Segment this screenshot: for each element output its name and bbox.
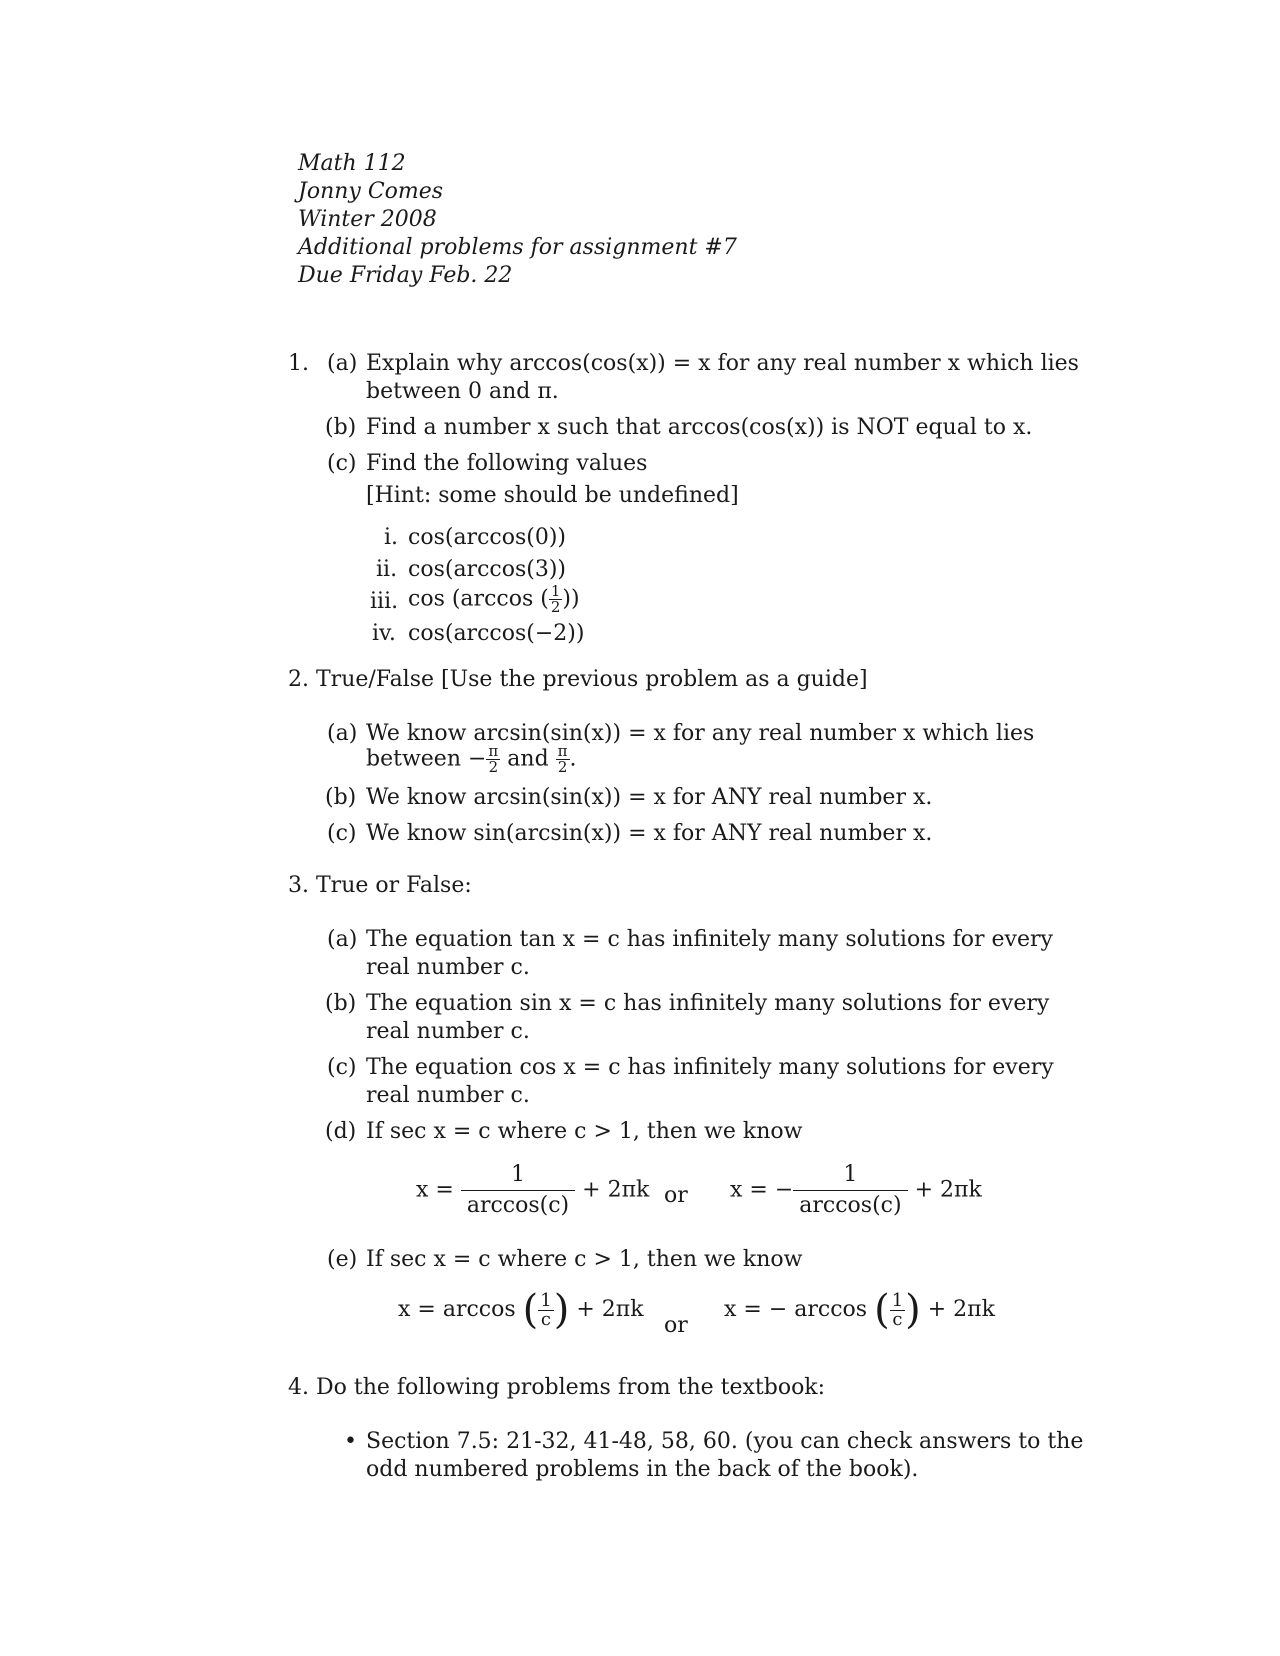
list-item-text: Section 7.5: 21-32, 41-48, 58, 60. (you can check answers to the — [366, 1429, 1084, 1454]
or-text: or — [664, 1183, 688, 1208]
equation-e-left: x = arccos ( $\frac{1}{c}$ ) + 2πk — [398, 1287, 644, 1333]
subpart-text: cos(arccos(0)) — [408, 525, 566, 550]
equation-e-right: x = − arccos ( $\frac{1}{c}$ ) + 2πk — [724, 1287, 995, 1333]
part-text: We know sin(arcsin(x)) = x for ANY real number x. — [366, 821, 933, 846]
assignment-title: Additional problems for assignment #7 — [298, 235, 737, 260]
part-label: (c) — [327, 1055, 357, 1080]
problem-intro: True or False: — [316, 873, 472, 898]
part-text: If sec x = c where c > 1, then we know — [366, 1247, 803, 1272]
instructor-name: Jonny Comes — [298, 179, 444, 204]
subpart-text: cos(arccos(−2)) — [408, 621, 585, 646]
part-text: real number c. — [366, 955, 530, 980]
subpart-label: iii. — [370, 589, 399, 614]
or-text: or — [664, 1313, 688, 1338]
part-label: (b) — [325, 415, 357, 440]
part-text: between − $\frac{\pi}{2}$ and $\frac{\pi}{2}$ . — [366, 742, 577, 776]
part-label: (e) — [327, 1247, 358, 1272]
fraction: $\frac{1}{c}$ — [540, 1289, 552, 1330]
part-label: (a) — [327, 927, 358, 952]
part-text: between 0 and π. — [366, 379, 559, 404]
subpart-label: ii. — [376, 557, 398, 582]
part-text: Explain why arccos(cos(x)) = x for any real number x which lies — [366, 351, 1079, 376]
subpart-text: cos(arccos(3)) — [408, 557, 566, 582]
part-text: Find a number x such that arccos(cos(x)) is NOT equal to x. — [366, 415, 1033, 440]
fraction: $\frac{1}{\arccos(c)}$ — [793, 1162, 907, 1219]
subpart-label: iv. — [372, 621, 396, 646]
course-name: Math 112 — [298, 151, 406, 176]
part-text: We know arcsin(sin(x)) = x for ANY real number x. — [366, 785, 933, 810]
part-label: (b) — [325, 785, 357, 810]
part-text: Find the following values — [366, 451, 648, 476]
due-date: Due Friday Feb. 22 — [298, 263, 513, 288]
part-label: (d) — [325, 1119, 357, 1144]
problem-number: 3. — [288, 873, 309, 898]
term: Winter 2008 — [298, 207, 437, 232]
problem-number: 4. — [288, 1375, 309, 1400]
fraction: $\frac{1}{\arccos(c)}$ — [461, 1162, 575, 1219]
part-text: If sec x = c where c > 1, then we know — [366, 1119, 803, 1144]
part-label: (c) — [327, 821, 357, 846]
part-label: (a) — [327, 721, 358, 746]
part-text: The equation cos x = c has infinitely many solutions for every — [366, 1055, 1054, 1080]
part-text: real number c. — [366, 1019, 530, 1044]
subpart-text: cos (arccos ( $\frac{1}{2}$ )) — [408, 582, 580, 616]
part-label: (b) — [325, 991, 357, 1016]
fraction: $\frac{1}{2}$ — [550, 582, 561, 616]
list-item-text: odd numbered problems in the back of the book). — [366, 1457, 919, 1482]
problem-number: 1. — [288, 351, 309, 376]
problem-intro: True/False [Use the previous problem as a guide] — [316, 667, 868, 692]
fraction: $\frac{\pi}{2}$ — [488, 742, 499, 776]
part-text: The equation sin x = c has infinitely many solutions for every — [366, 991, 1050, 1016]
problem-number: 2. — [288, 667, 309, 692]
part-label: (c) — [327, 451, 357, 476]
part-text: The equation tan x = c has infinitely many solutions for every — [366, 927, 1053, 952]
bullet-icon: • — [344, 1429, 357, 1454]
header-block — [298, 150, 737, 290]
part-text: We know arcsin(sin(x)) = x for any real number x which lies — [366, 721, 1035, 746]
fraction: $\frac{1}{c}$ — [891, 1289, 904, 1330]
fraction: $\frac{\pi}{2}$ — [557, 742, 568, 776]
part-label: (a) — [327, 351, 358, 376]
part-text: real number c. — [366, 1083, 530, 1108]
subpart-label: i. — [384, 525, 399, 550]
hint-text: [Hint: some should be undefined] — [366, 483, 739, 508]
equation-d-right: x = − $\frac{1}{\arccos(c)}$ + 2πk — [730, 1162, 982, 1218]
problem-intro: Do the following problems from the textbook: — [316, 1375, 826, 1400]
equation-d-left: x = $\frac{1}{\arccos(c)}$ + 2πk — [416, 1162, 650, 1218]
